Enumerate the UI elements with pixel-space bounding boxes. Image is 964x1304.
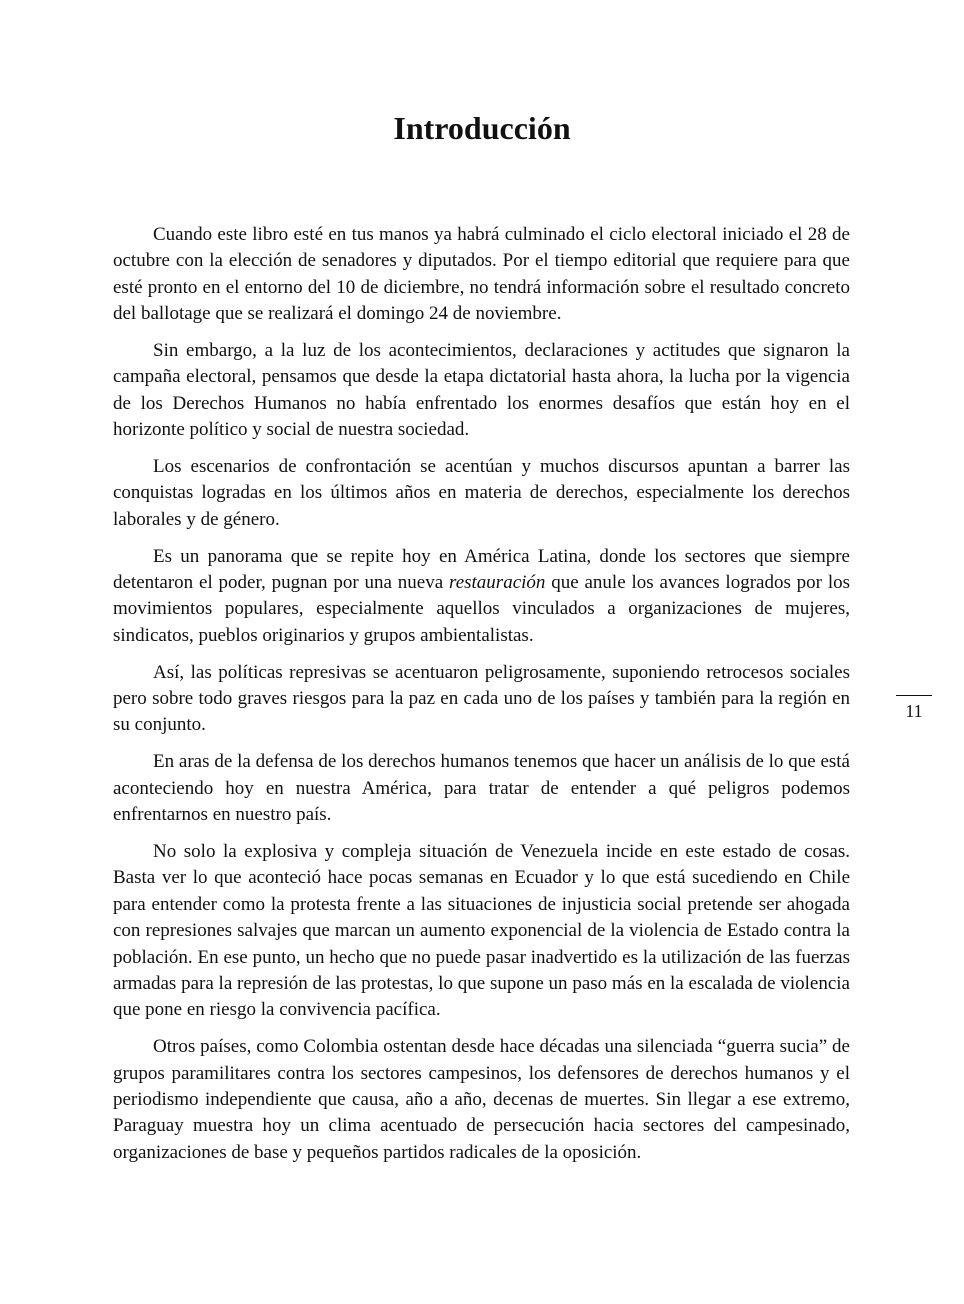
paragraph-4	[113, 544, 850, 650]
page-number: 11	[905, 701, 923, 721]
page-number-rule	[896, 695, 932, 696]
paragraph-6: En aras de la defensa de los derechos humanos tenemos que hacer un análisis de lo que está aconteciendo hoy en nuestra América, para tratar de entender a qué peligros podemos enfrentarnos en nuestro país.	[113, 751, 850, 826]
paragraph-4-text-after: que anule los avances logrados por los movimientos populares, especialmente aquellos vinculados a organizaciones de mujeres, sindicatos, pueblos originarios y grupos ambientalistas.	[113, 572, 850, 646]
paragraph-8: Otros países, como Colombia ostentan desde hace décadas una silenciada “guerra sucia” de grupos paramilitares contra los sectores campesinos, los defensores de derechos humanos y el periodismo independiente que causa, año a año, decenas de muertes. Sin llegar a ese extremo, Paraguay muestra hoy un clima acentuado de persecución hacia sectores del campesinado, organizaciones de base y pequeños partidos radicales de la oposición.	[113, 1036, 850, 1163]
paragraph-4-emphasis: restauración	[449, 572, 546, 594]
body-text	[113, 222, 850, 1177]
paragraph-4-text-before: Es un panorama que se repite hoy en América Latina, donde los sectores que siempre detentaron el poder, pugnan por una nueva	[113, 545, 850, 594]
paragraph-1: Cuando este libro esté en tus manos ya habrá culminado el ciclo electoral iniciado el 28 de octubre con la elección de senadores y diputados. Por el tiempo editorial que requiere para que esté pronto en el entorno del 10 de diciembre, no tendrá información sobre el resultado concreto del ballotage que se realizará el domingo 24 de noviembre.	[113, 224, 850, 325]
paragraph-5: Así, las políticas represivas se acentuaron peligrosamente, suponiendo retrocesos sociales pero sobre todo graves riesgos para la paz en cada uno de los países y también para la región en su conjunto.	[113, 661, 850, 736]
paragraph-7: No solo la explosiva y compleja situación de Venezuela incide en este estado de cosas. Basta ver lo que aconteció hace pocas semanas en Ecuador y lo que está sucediendo en Chile para entender como la protesta frente a las situaciones de injusticia social pretende ser ahogada con represiones salvajes que marcan un aumento exponencial de la violencia de Estado contra la población. En ese punto, un hecho que no puede pasar inadvertido es la utilización de las fuerzas armadas para la represión de las protestas, lo que supone un paso más en la escalada de violencia que pone en riesgo la convivencia pacífica.	[113, 840, 850, 1021]
paragraph-2: Sin embargo, a la luz de los acontecimientos, declaraciones y actitudes que signaron la campaña electoral, pensamos que desde la etapa dictatorial hasta ahora, la lucha por la vigencia de los Derechos Humanos no había enfrentado los enormes desafíos que están hoy en el horizonte político y social de nuestra sociedad.	[113, 340, 850, 441]
page-title: Introducción	[393, 110, 571, 146]
paragraph-3: Los escenarios de confrontación se acentúan y muchos discursos apuntan a barrer las conquistas logradas en los últimos años en materia de derechos, especialmente los derechos laborales y de género.	[113, 456, 850, 530]
